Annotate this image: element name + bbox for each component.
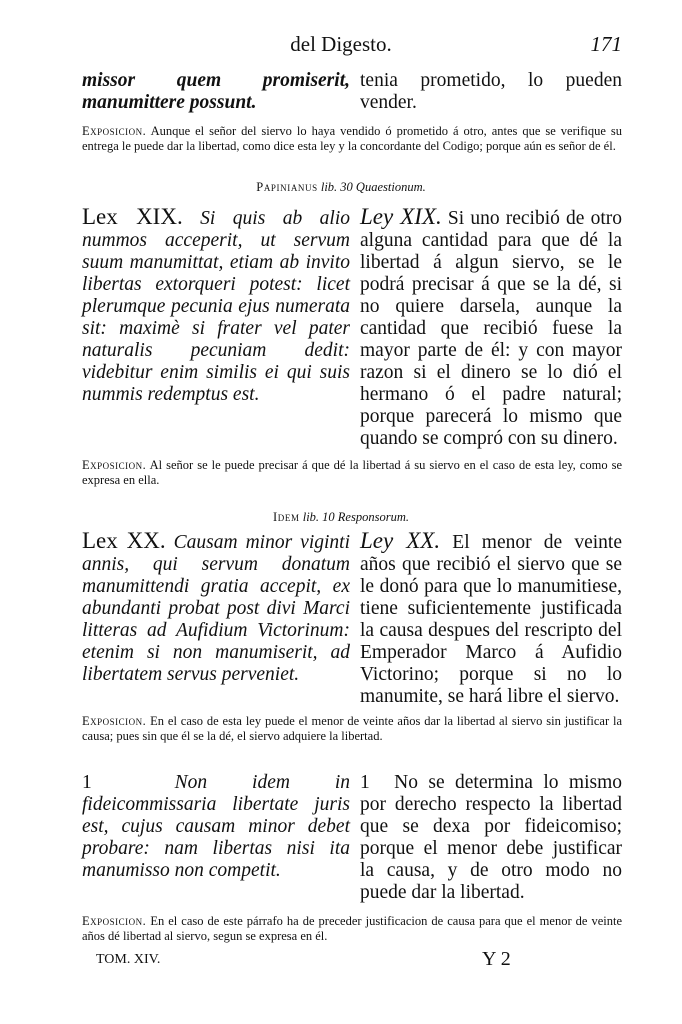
exposicion-lex-19	[82, 458, 622, 488]
lex-20-latin-text: Causam minor viginti annis, qui servum donatum manumittendi gratia accepit, ex abundanti probat post divi Marci litteras ad Aufidium Victorinum: etenim si non manumiserit, ad libertatem servus perveniet.	[82, 532, 351, 685]
lex-19-latin-heading: Lex XIX.	[82, 204, 183, 229]
paragraph-1-latin	[82, 772, 350, 904]
exposicion-text: En el caso de esta ley puede el menor de veinte años dar la libertad al siervo sin justificar la causa; pues sin que él se la dé, el siervo adquiere la libertad.	[82, 714, 623, 743]
source-author: Idem	[273, 510, 300, 524]
exposicion-label: Exposicion.	[82, 458, 147, 472]
source-author: Papinianus	[256, 180, 318, 194]
continuation-columns	[82, 70, 622, 114]
page-footer	[82, 948, 622, 972]
lex-20-columns	[82, 530, 622, 708]
lex-19-spanish-heading: Ley XIX.	[360, 204, 442, 229]
exposicion-label: Exposicion.	[82, 124, 147, 138]
exposicion-text: Al señor se le puede precisar á que dé la libertad á su siervo en el caso de esta ley, como se expresa en ella.	[82, 458, 623, 487]
lex-20-latin-heading: Lex XX.	[82, 528, 166, 553]
tome-label: TOM. XIV.	[96, 952, 161, 967]
exposicion-paragraph-1	[82, 914, 622, 944]
spanish-continuation: tenia prometido, lo pueden vender.	[360, 70, 622, 113]
source-heading-2	[0, 510, 682, 525]
lex-19-spanish-text: Si uno recibió de otro alguna cantidad para que dé la libertad á algun siervo, se le podrá precisar á que se la dé, si no quiere darsela, aunque la cantidad que recibió fuese la mayor parte de él: y con mayor razon si el dinero se lo dió el hermano ó el padre natural; porque parecerá lo mismo que quando se compró con su dinero.	[360, 208, 622, 449]
page-number: 171	[590, 32, 622, 56]
exposicion-lex-20	[82, 714, 622, 744]
source-work: lib. 10 Responsorum.	[302, 510, 409, 524]
exposicion-continuation	[82, 124, 622, 154]
lex-20-latin	[82, 530, 350, 708]
page-header	[0, 32, 682, 58]
exposicion-label: Exposicion.	[82, 914, 147, 928]
lex-19-spanish	[360, 206, 622, 450]
paragraph-1-spanish-text: No se determina lo mismo por derecho respecto la libertad que se dexa por fideicomiso; porque el menor debe justificar la causa, y de otro modo no puede dar la libertad.	[360, 772, 622, 903]
paragraph-number: 1	[360, 772, 370, 793]
lex-19-latin	[82, 206, 350, 450]
signature-mark: Y 2	[482, 948, 511, 970]
paragraph-1-columns	[82, 772, 622, 904]
exposicion-text: Aunque el señor del siervo lo haya vendido ó prometido á otro, antes que se verifique su entrega le puede dar la libertad, como dice esta ley y la concordante del Codigo; porque aún es señor de él.	[82, 124, 622, 153]
exposicion-label: Exposicion.	[82, 714, 147, 728]
exposicion-text: En el caso de este párrafo ha de preceder justificacion de causa para que el menor de veinte años dé libertad al siervo, segun se expresa en él.	[82, 914, 622, 943]
source-heading-1	[0, 180, 682, 195]
paragraph-number: 1	[82, 772, 92, 793]
paragraph-1-latin-text: Non idem in fideicommissaria libertate juris est, cujus causam minor debet probare: nam libertas nisi ita manumisso non competit.	[82, 772, 350, 881]
source-work: lib. 30 Quaestionum.	[320, 180, 426, 194]
running-title: del Digesto.	[290, 32, 392, 56]
lex-20-spanish-heading: Ley XX.	[360, 528, 441, 553]
lex-20-spanish-text: El menor de veinte años que recibió el siervo que se le donó para que lo manumitiese, tiene suficientemente justificada la causa despues del rescripto del Emperador Marco á Aufidio Victorino; porque si no lo manumite, se hará libre el siervo.	[360, 532, 622, 707]
lex-20-spanish	[360, 530, 622, 708]
paragraph-1-spanish	[360, 772, 622, 904]
lex-19-columns	[82, 206, 622, 450]
latin-continuation: missor quem promiserit, manumittere possunt.	[82, 70, 350, 113]
lex-19-latin-text: Si quis ab alio nummos acceperit, ut servum suum manumittat, etiam ab invito libertas extorqueri potest: licet plerumque pecunia ejus numerata sit: maximè si frater vel pater naturalis pecuniam dedit: videbitur enim similis ei qui suis nummis redemptus est.	[82, 208, 351, 405]
